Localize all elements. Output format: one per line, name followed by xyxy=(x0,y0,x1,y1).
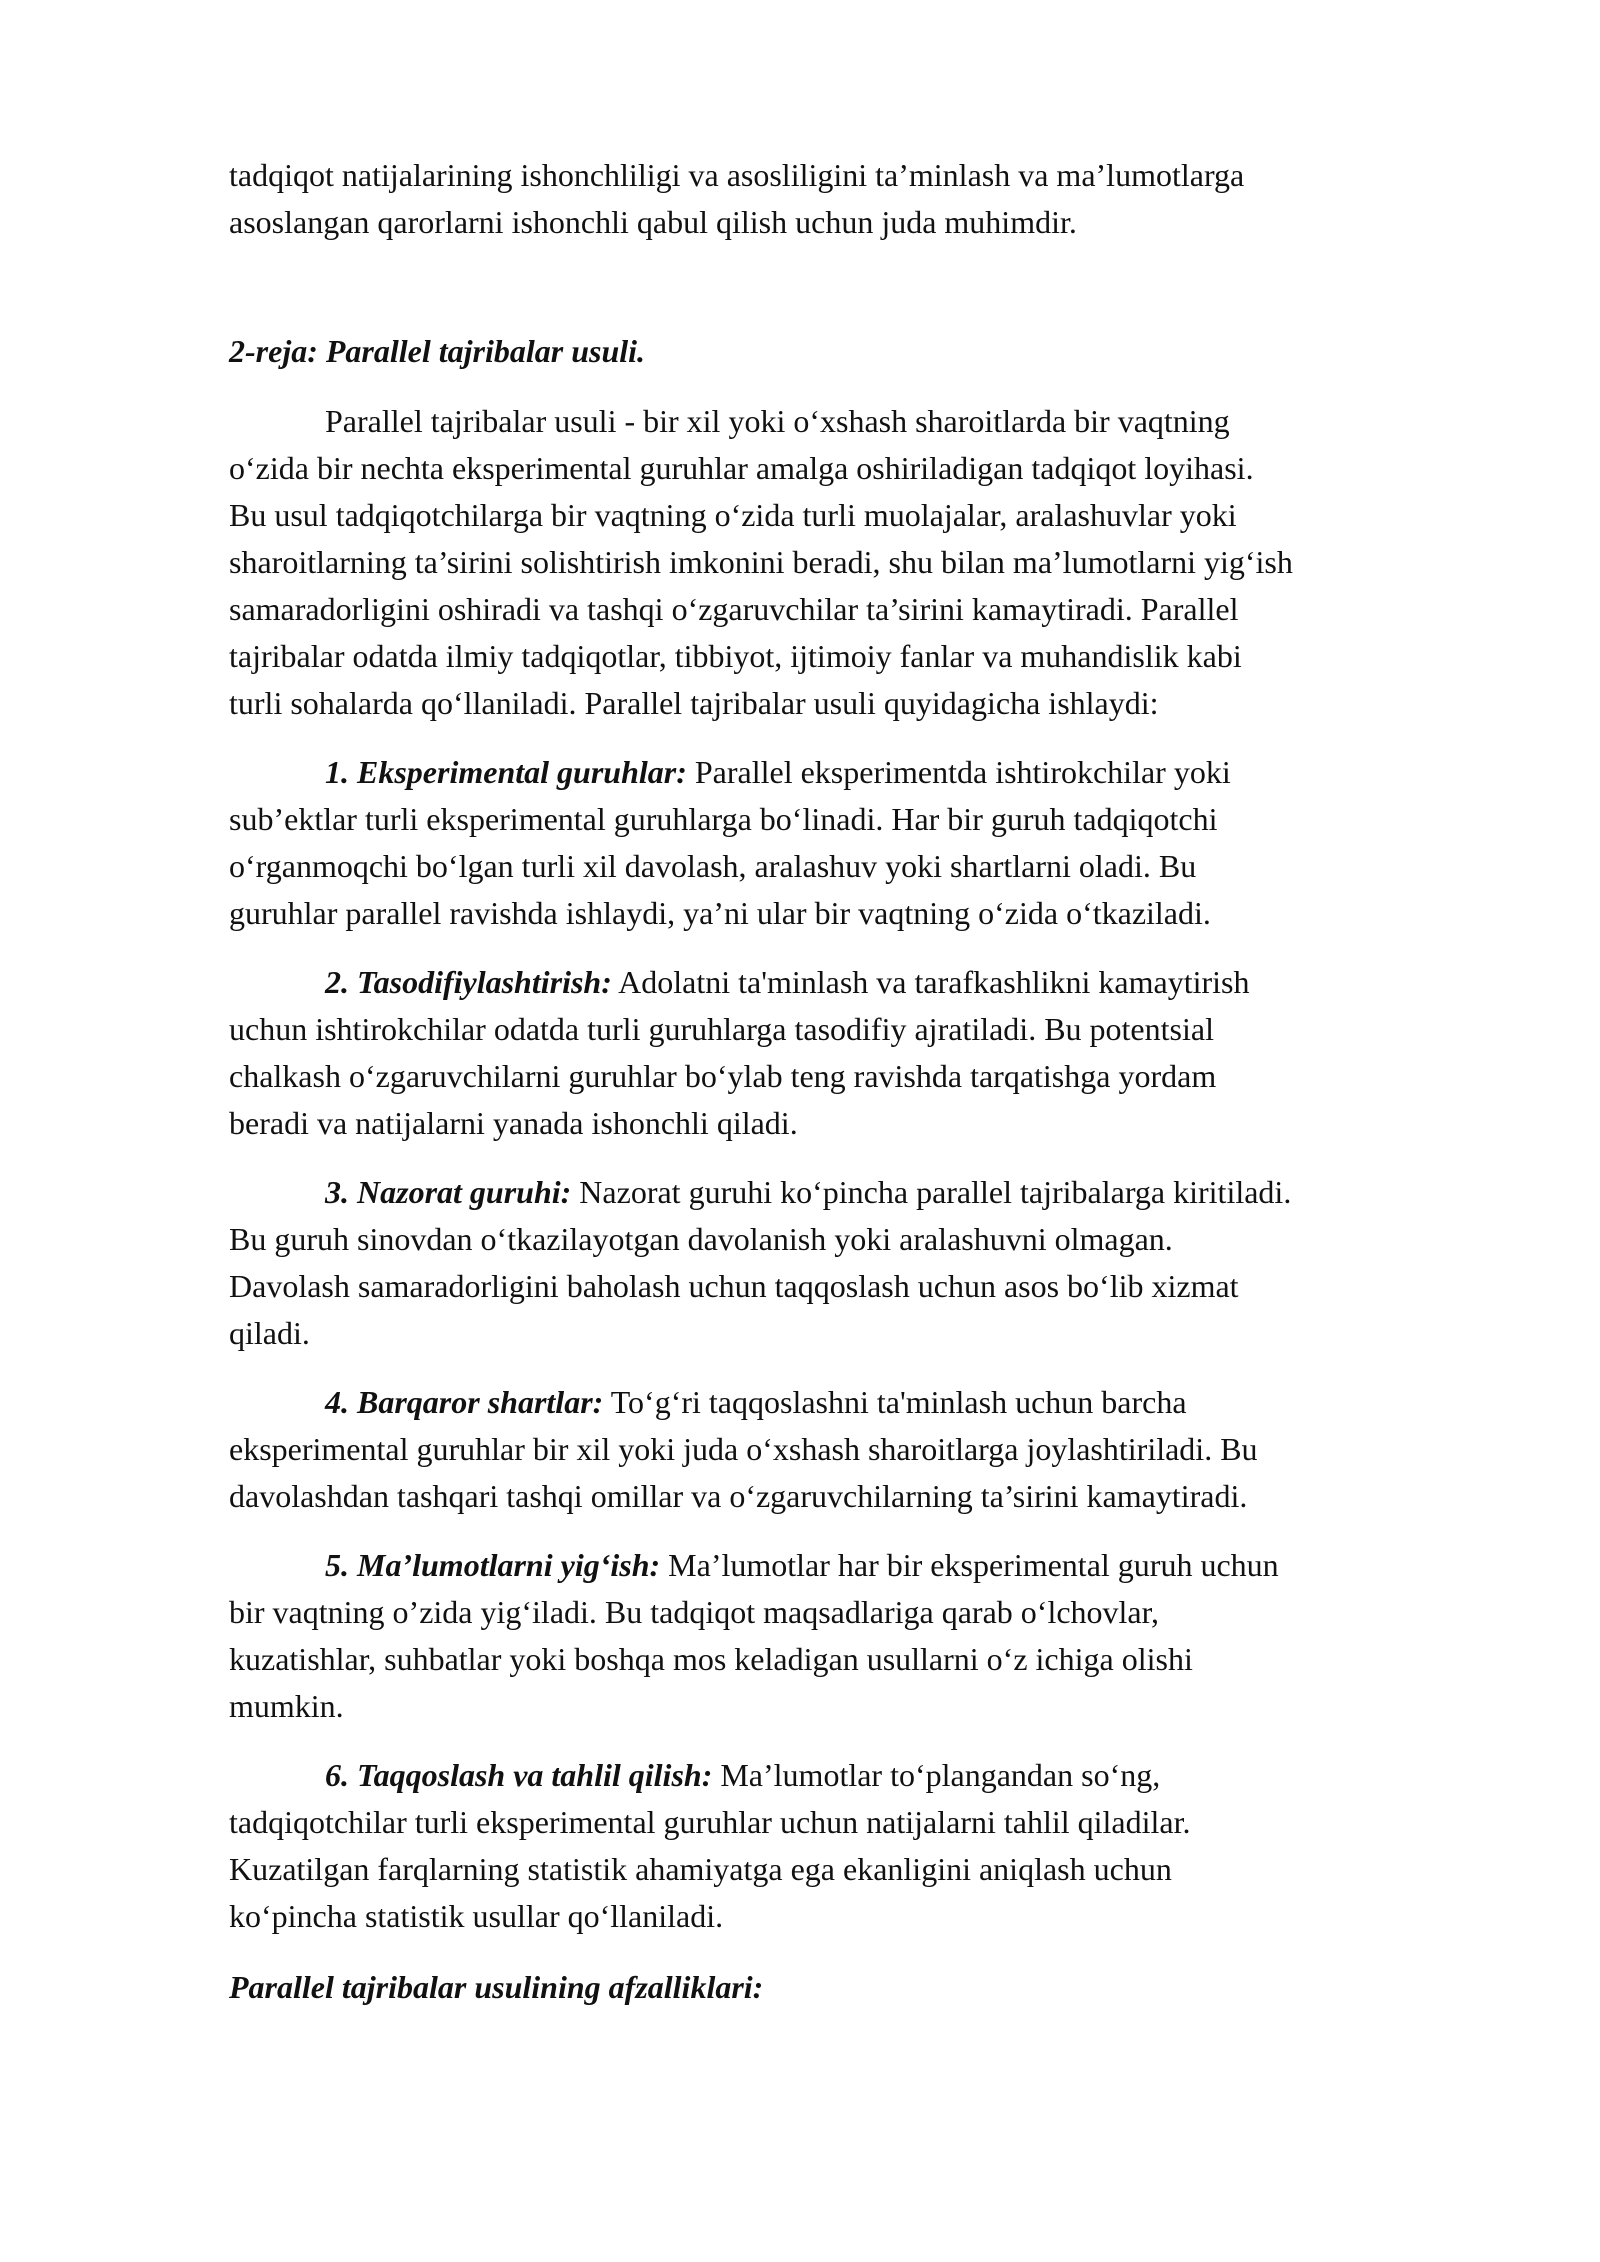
text-line: tadqiqotchilar turli eksperimental guruhlar uchun natijalarni tahlil qiladilar. xyxy=(229,1804,1191,1840)
item-lead: 2. Tasodifiylashtirish: xyxy=(325,964,612,1000)
list-item-control-group xyxy=(229,1169,1600,1357)
item-lead: 4. Barqaror shartlar: xyxy=(325,1384,604,1420)
text-line: qiladi. xyxy=(229,1315,310,1351)
text-line xyxy=(229,1169,1600,1216)
text-line: Kuzatilgan farqlarning statistik ahamiyatga ega ekanligini aniqlash uchun xyxy=(229,1851,1172,1887)
text-line: turli sohalarda qo‘llaniladi. Parallel tajribalar usuli quyidagicha ishlaydi: xyxy=(229,685,1159,721)
text-line: kuzatishlar, suhbatlar yoki boshqa mos keladigan usullarni o‘z ichiga olishi xyxy=(229,1641,1193,1677)
text-line: Bu usul tadqiqotchilarga bir vaqtning o‘zida turli muolajalar, aralashuvlar yoki xyxy=(229,497,1237,533)
text-line: Parallel tajribalar usuli - bir xil yoki o‘xshash sharoitlarda bir vaqtning xyxy=(325,403,1230,439)
text-line: chalkash o‘zgaruvchilarni guruhlar bo‘ylab teng ravishda tarqatishga yordam xyxy=(229,1058,1217,1094)
text-line: tajribalar odatda ilmiy tadqiqotlar, tibbiyot, ijtimoiy fanlar va muhandislik kabi xyxy=(229,638,1242,674)
text-line: ko‘pincha statistik usullar qo‘llaniladi. xyxy=(229,1898,724,1934)
text-line: o‘zida bir nechta eksperimental guruhlar amalga oshiriladigan tadqiqot loyihasi. xyxy=(229,450,1254,486)
item-lead: 1. Eksperimental guruhlar: xyxy=(325,754,687,790)
intro-paragraph xyxy=(229,152,1600,246)
text-line: Bu guruh sinovdan o‘tkazilayotgan davolanish yoki aralashuvni olmagan. xyxy=(229,1221,1173,1257)
text-line xyxy=(229,1542,1600,1589)
item-text: Ma’lumotlar to‘plangandan so‘ng, xyxy=(720,1757,1161,1793)
item-text: Nazorat guruhi ko‘pincha parallel tajribalarga kiritiladi. xyxy=(579,1174,1292,1210)
item-lead: 6. Taqqoslash va tahlil qilish: xyxy=(325,1757,713,1793)
list-item-comparison-analysis xyxy=(229,1752,1600,1940)
list-item-stable-conditions xyxy=(229,1379,1600,1520)
text-line: davolashdan tashqari tashqi omillar va o‘zgaruvchilarning ta’sirini kamaytiradi. xyxy=(229,1478,1248,1514)
item-text: Parallel eksperimentda ishtirokchilar yoki xyxy=(694,754,1231,790)
item-lead: 3. Nazorat guruhi: xyxy=(325,1174,572,1210)
advantages-heading: Parallel tajribalar usulining afzalliklari: xyxy=(229,1969,764,2005)
text-line: uchun ishtirokchilar odatda turli guruhlarga tasodifiy ajratiladi. Bu potentsial xyxy=(229,1011,1214,1047)
text-line: beradi va natijalarni yanada ishonchli qiladi. xyxy=(229,1105,798,1141)
item-text: Ma’lumotlar har bir eksperimental guruh uchun xyxy=(668,1547,1279,1583)
text-line: tadqiqot natijalarining ishonchliligi va asosliligini ta’minlash va ma’lumotlarga xyxy=(229,157,1245,193)
text-line xyxy=(229,959,1600,1006)
text-line xyxy=(229,749,1600,796)
item-lead: 5. Ma’lumotlarni yig‘ish: xyxy=(325,1547,661,1583)
text-line: sub’ektlar turli eksperimental guruhlarga bo‘linadi. Har bir guruh tadqiqotchi xyxy=(229,801,1218,837)
item-text: To‘g‘ri taqqoslashni ta'minlash uchun barcha xyxy=(610,1384,1187,1420)
list-item-randomization xyxy=(229,959,1600,1147)
text-line: bir vaqtning o’zida yig‘iladi. Bu tadqiqot maqsadlariga qarab o‘lchovlar, xyxy=(229,1594,1159,1630)
text-line: o‘rganmoqchi bo‘lgan turli xil davolash, aralashuv yoki shartlarni oladi. Bu xyxy=(229,848,1197,884)
overview-paragraph xyxy=(229,398,1600,727)
text-line: mumkin. xyxy=(229,1688,344,1724)
text-line: guruhlar parallel ravishda ishlaydi, ya’ni ular bir vaqtning o‘zida o‘tkaziladi. xyxy=(229,895,1211,931)
text-line: sharoitlarning ta’sirini solishtirish imkonini beradi, shu bilan ma’lumotlarni yig‘ish xyxy=(229,544,1293,580)
text-line xyxy=(229,1752,1600,1799)
text-line xyxy=(229,1379,1600,1426)
text-line: eksperimental guruhlar bir xil yoki juda o‘xshash sharoitlarga joylashtiriladi. Bu xyxy=(229,1431,1258,1467)
item-text: Adolatni ta'minlash va tarafkashlikni kamaytirish xyxy=(618,964,1250,1000)
list-item-data-collection xyxy=(229,1542,1600,1730)
section-heading: 2-reja: Parallel tajribalar usuli. xyxy=(229,333,646,369)
list-item-experimental-groups xyxy=(229,749,1600,937)
text-line: samaradorligini oshiradi va tashqi o‘zgaruvchilar ta’sirini kamaytiradi. Parallel xyxy=(229,591,1239,627)
text-line: Davolash samaradorligini baholash uchun taqqoslash uchun asos bo‘lib xizmat xyxy=(229,1268,1239,1304)
text-line: asoslangan qarorlarni ishonchli qabul qilish uchun juda muhimdir. xyxy=(229,204,1077,240)
